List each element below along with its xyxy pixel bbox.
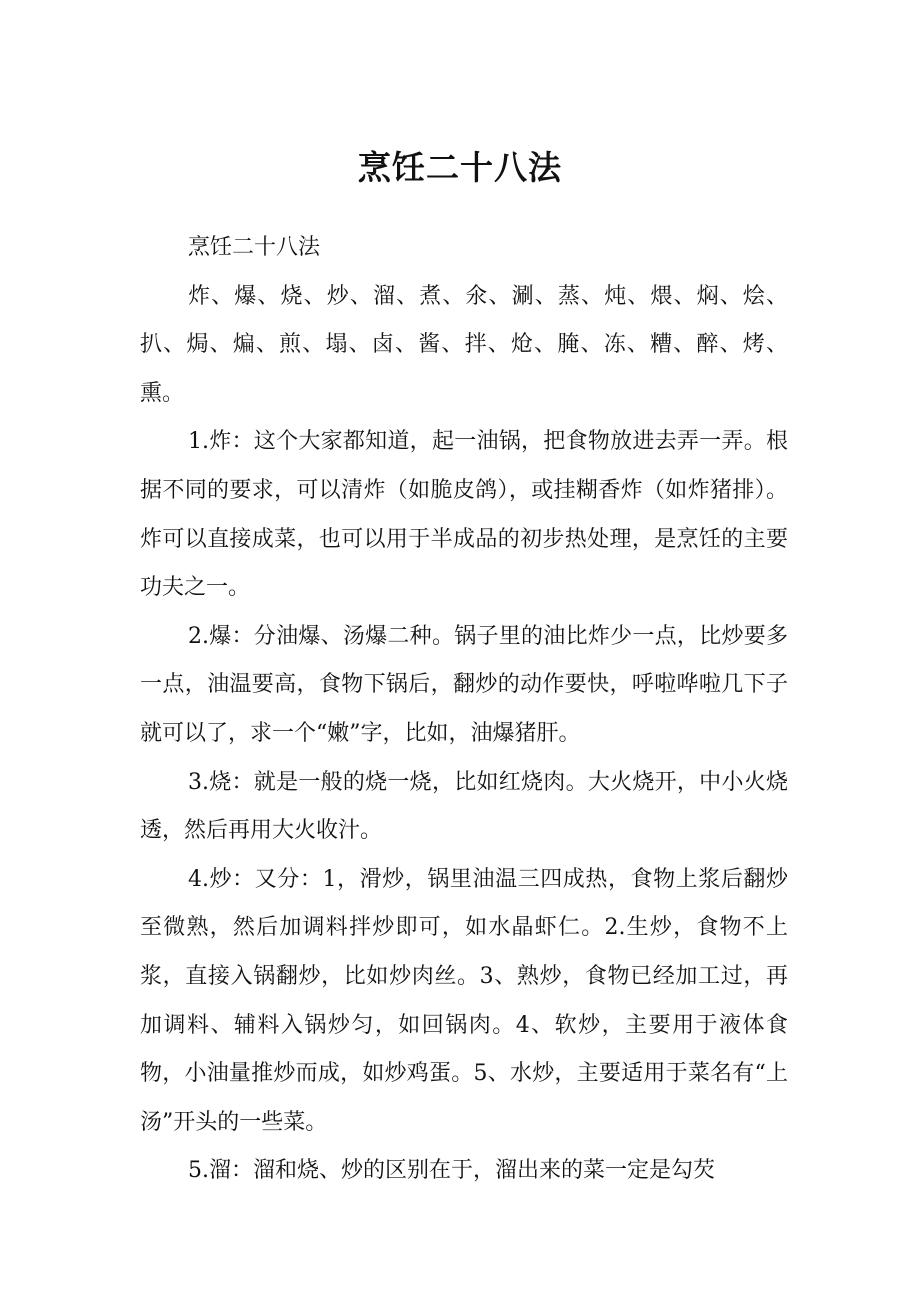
paragraph-subtitle: 烹饪二十八法 bbox=[188, 235, 321, 260]
paragraph-liu: 5.溜：溜和烧、炒的区别在于，溜出来的菜一定是勾芡 bbox=[188, 1158, 715, 1184]
document-title: 烹饪二十八法 bbox=[358, 148, 562, 187]
paragraph-method-list: 炸、爆、烧、炒、溜、煮、氽、涮、蒸、炖、煨、焖、烩、扒、焗、煸、煎、塌、卤、酱、拌、炝、腌、冻、糟、醉、烤、熏。 bbox=[140, 283, 788, 406]
paragraph-bao: 2.爆：分油爆、汤爆二种。锅子里的油比炸少一点，比炒要多一点，油温要高，食物下锅后，翻炒的动作要快，呼啦哗啦几下子就可以了，求一个“嫩”字，比如，油爆猪肝。 bbox=[140, 623, 788, 746]
paragraph-shao: 3.烧：就是一般的烧一烧，比如红烧肉。大火烧开，中小火烧透，然后再用大火收汁。 bbox=[140, 769, 788, 844]
document-body bbox=[140, 224, 788, 1196]
paragraph-zha: 1.炸：这个大家都知道，起一油锅，把食物放进去弄一弄。根据不同的要求，可以清炸（如脆皮鸽），或挂糊香炸（如炸猪排）。炸可以直接成菜，也可以用于半成品的初步热处理，是烹饪的主要功夫之一。 bbox=[140, 429, 788, 601]
paragraph-chao: 4.炒：又分：1，滑炒，锅里油温三四成热，食物上浆后翻炒至微熟，然后加调料拌炒即可，如水晶虾仁。2.生炒，食物不上浆，直接入锅翻炒，比如炒肉丝。3、熟炒，食物已经加工过，再加调料、辅料入锅炒匀，如回锅肉。4、软炒，主要用于液体食物，小油量推炒而成，如炒鸡蛋。5、水炒，主要适用于菜名有“上汤”开头的一些菜。 bbox=[140, 866, 788, 1135]
